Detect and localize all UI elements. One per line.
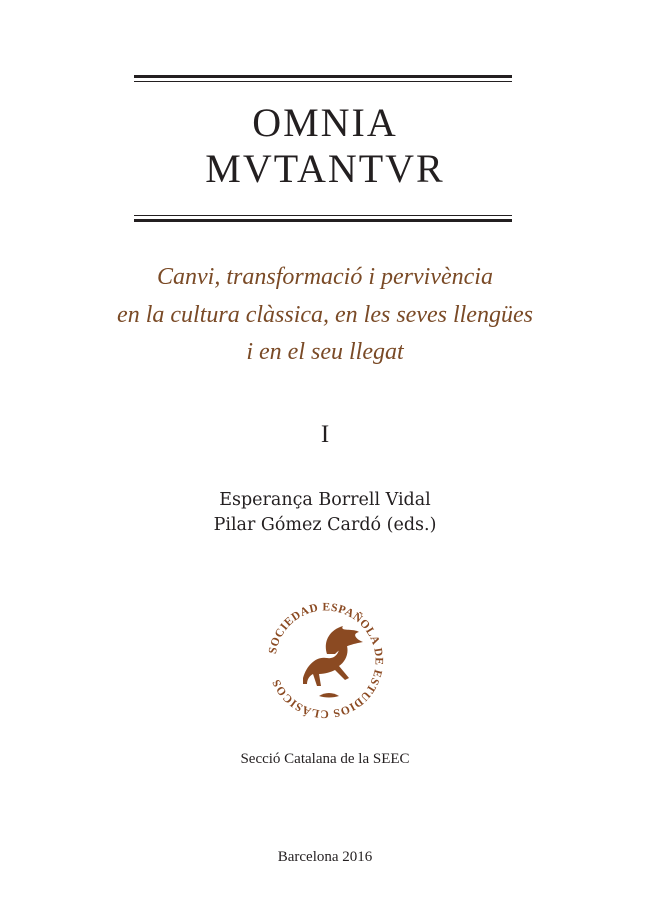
publisher-name: Secció Catalana de la SEEC [240,751,410,767]
book-title [0,100,650,192]
editor-1: Esperança Borrell Vidal [219,490,431,510]
subtitle-line-1: Canvi, transformació i pervivència [157,264,493,290]
editors [0,488,650,538]
volume-number: I [320,421,330,448]
seal-text: SOCIEDAD ESPAÑOLA DE ESTUDIOS CLÁSICOS [266,601,385,720]
subtitle-line-3: i en el seu llegat [246,339,404,365]
title-line-1: OMNIA [252,100,398,145]
pegasus-icon [303,626,363,698]
place-and-year: Barcelona 2016 [277,849,373,865]
society-seal-logo [263,598,388,723]
top-double-rule [134,75,512,82]
subtitle-line-2: en la cultura clàssica, en les seves llengües [117,301,533,328]
book-subtitle [0,259,650,372]
editor-2: Pilar Gómez Cardó (eds.) [213,515,437,535]
title-line-2: MVTANTVR [205,146,445,191]
bottom-double-rule [134,215,512,222]
